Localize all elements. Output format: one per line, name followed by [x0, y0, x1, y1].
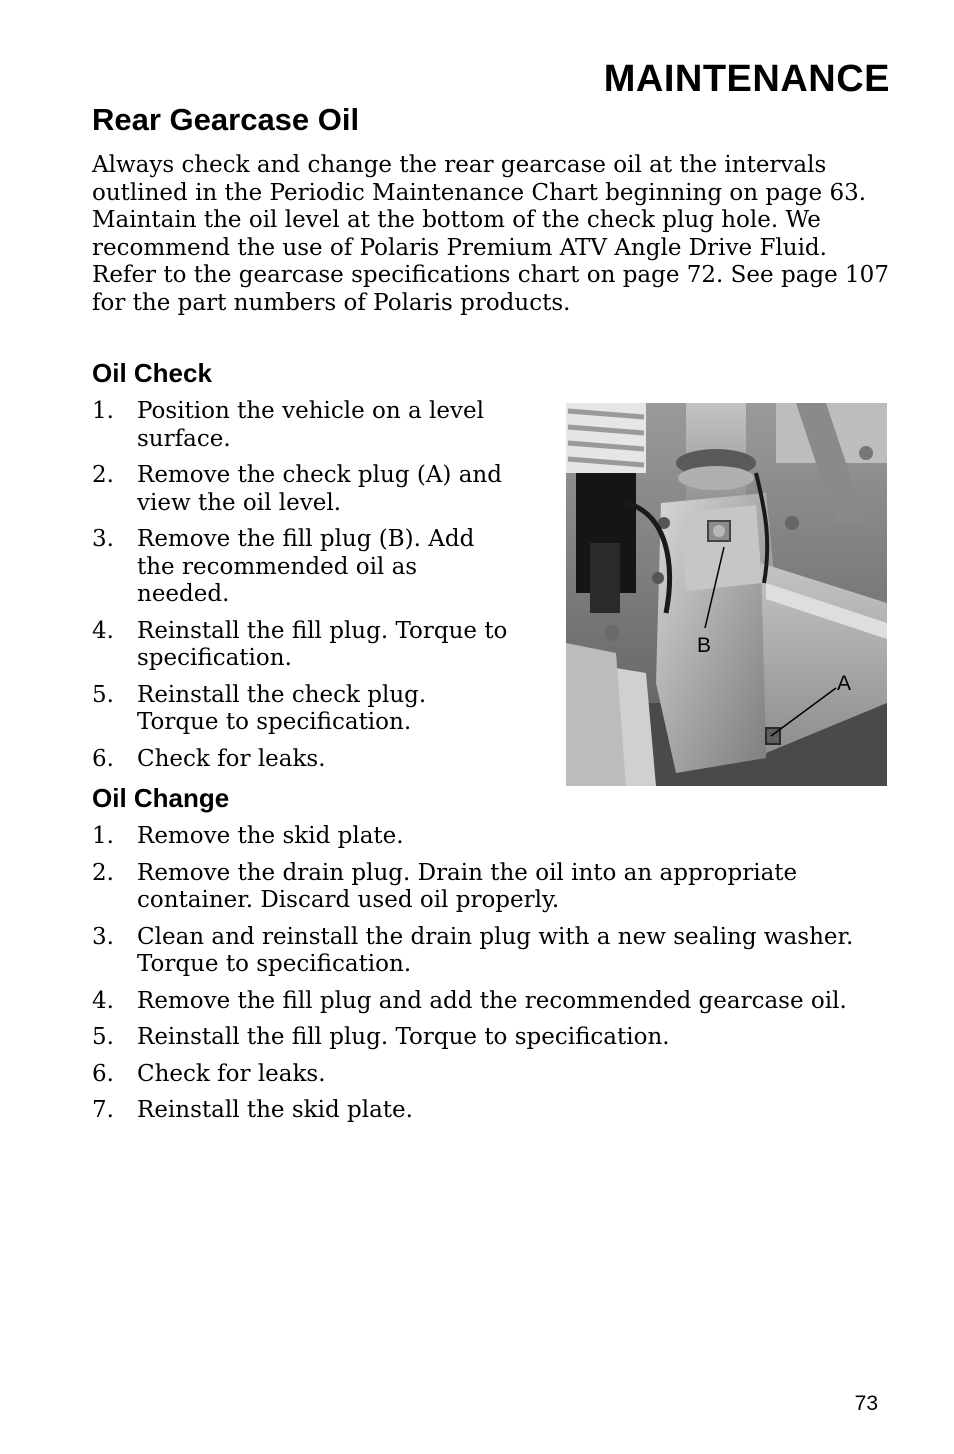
step-text: Reinstall the check plug. Torque to specification.	[137, 681, 427, 735]
step-text: Reinstall the skid plate.	[137, 1097, 413, 1123]
fill-plug-icon	[708, 521, 730, 541]
oil-check-steps	[92, 398, 512, 782]
oil-check-step	[92, 682, 512, 737]
oil-change-steps	[92, 823, 892, 1134]
gearcase-illustration	[566, 403, 887, 786]
step-number: 3.	[92, 923, 114, 950]
oil-change-step	[92, 1061, 892, 1089]
intro-paragraph: Always check and change the rear gearcase oil at the intervals outlined in the Periodic Maintenance Chart beginning on page 63. Maintain the oil level at the bottom of the check plug hole. We recommend the use of Polaris Premium ATV Angle Drive Fluid. Refer to the gearcase specifications chart on page 72. See page 107 for the part numbers of Polaris products.	[92, 152, 889, 316]
step-text: Reinstall the fill plug. Torque to specification.	[137, 617, 508, 671]
step-number: 3.	[92, 526, 114, 552]
step-number: 2.	[92, 859, 114, 886]
step-number: 4.	[92, 987, 114, 1014]
step-text: Position the vehicle on a level surface.	[137, 398, 484, 452]
oil-check-step	[92, 618, 512, 673]
page-number: 73	[854, 1392, 878, 1415]
step-text: Remove the drain plug. Drain the oil into an appropriate container. Discard used oil properly.	[137, 859, 798, 913]
step-number: 6.	[92, 745, 114, 772]
step-number: 5.	[92, 681, 114, 708]
step-number: 4.	[92, 617, 114, 644]
step-number: 2.	[92, 462, 114, 488]
oil-check-step	[92, 746, 512, 774]
step-text: Remove the fill plug and add the recommended gearcase oil.	[137, 987, 847, 1014]
oil-change-step	[92, 1097, 892, 1125]
step-number: 6.	[92, 1060, 114, 1087]
step-text: Check for leaks.	[137, 1060, 326, 1087]
oil-change-step	[92, 860, 892, 915]
step-text: Remove the check plug (A) and view the oil level.	[137, 462, 502, 516]
callout-b-label: B	[697, 634, 712, 657]
oil-change-step	[92, 823, 892, 851]
step-text: Remove the fill plug (B). Add the recommended oil as needed.	[137, 526, 475, 607]
oil-change-step	[92, 1024, 892, 1052]
oil-check-step	[92, 462, 512, 517]
oil-change-heading: Oil Change	[92, 783, 230, 813]
step-text: Check for leaks.	[137, 745, 326, 772]
step-number: 1.	[92, 398, 114, 424]
step-text: Remove the skid plate.	[137, 823, 404, 849]
oil-check-heading: Oil Check	[92, 358, 212, 388]
oil-change-step	[92, 988, 892, 1016]
step-text: Reinstall the fill plug. Torque to specification.	[137, 1024, 670, 1050]
step-text: Clean and reinstall the drain plug with a new sealing washer. Torque to specification.	[137, 923, 854, 977]
chapter-title: MAINTENANCE	[603, 58, 890, 100]
gearcase-photo	[566, 403, 887, 786]
step-number: 1.	[92, 823, 114, 849]
section-title: Rear Gearcase Oil	[92, 102, 360, 137]
oil-check-step	[92, 526, 512, 609]
step-number: 5.	[92, 1024, 114, 1050]
step-number: 7.	[92, 1097, 114, 1123]
oil-change-step	[92, 924, 892, 979]
oil-check-step	[92, 398, 512, 453]
callout-a-label: A	[837, 672, 852, 695]
